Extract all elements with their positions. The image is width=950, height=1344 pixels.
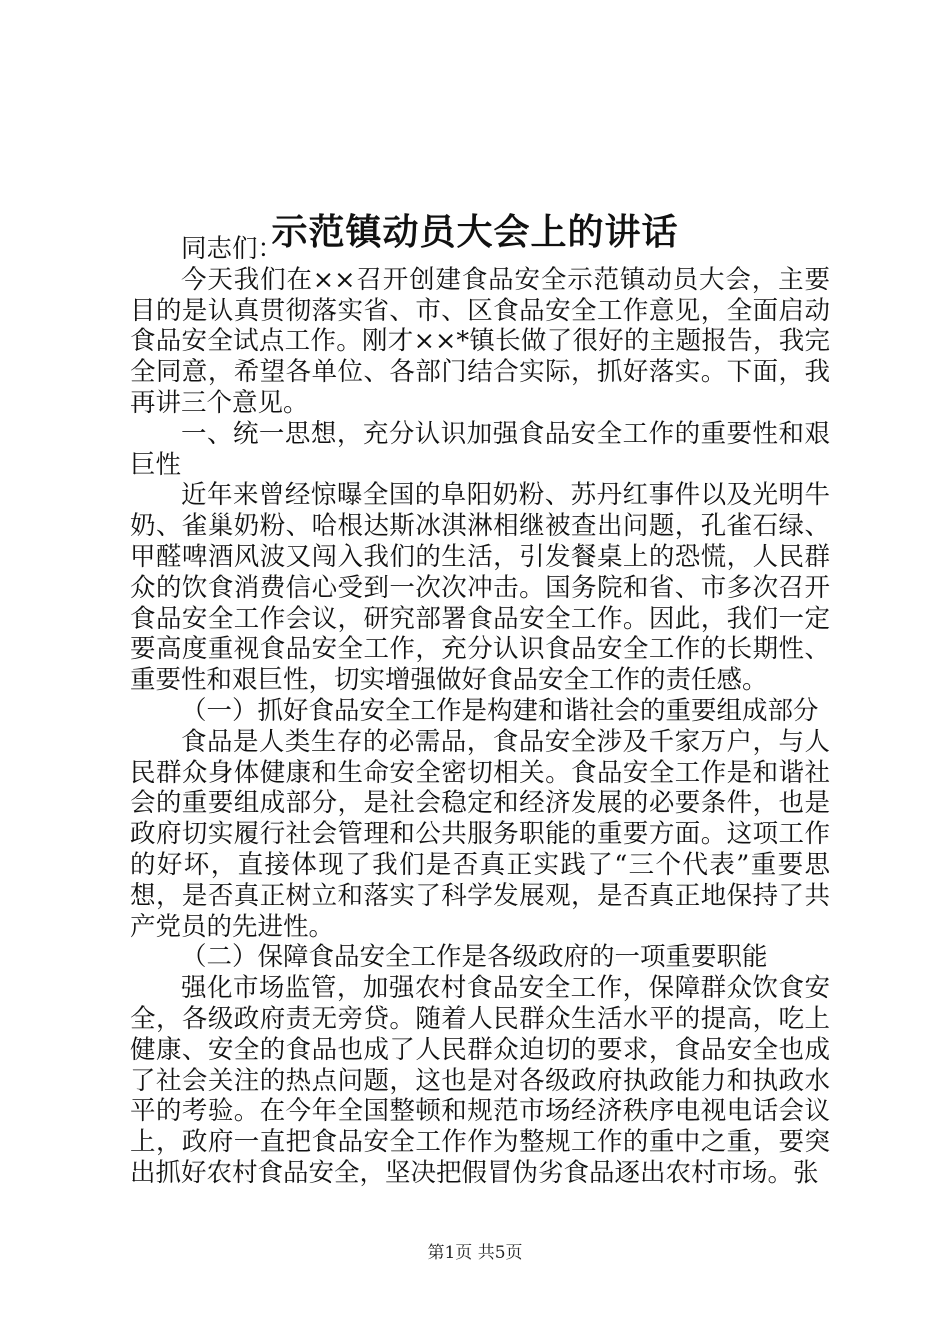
document-body: [130, 234, 830, 1189]
body-paragraph: 近年来曾经惊曝全国的阜阳奶粉、苏丹红事件以及光明牛奶、雀巢奶粉、哈根达斯冰淇淋相继被查出问题，孔雀石绿、甲醛啤酒风波又闯入我们的生活，引发餐桌上的恐慌，人民群众的饮食消费信心受到一次次冲击。国务院和省、市多次召开食品安全工作会议，研究部署食品安全工作。因此，我们一定要高度重视食品安全工作，充分认识食品安全工作的长期性、重要性和艰巨性，切实增强做好食品安全工作的责任感。: [130, 480, 830, 696]
document-title: 示范镇动员大会上的讲话: [271, 211, 679, 254]
salutation: 同志们：: [181, 234, 284, 264]
section-heading: 一、统一思想，充分认识加强食品安全工作的重要性和艰巨性: [130, 418, 830, 480]
subsection-heading: （二）保障食品安全工作是各级政府的一项重要职能: [181, 942, 768, 973]
page-number-footer: 第1页 共5页: [427, 1243, 523, 1263]
subsection-heading: （一）抓好食品安全工作是构建和谐社会的重要组成部分: [181, 695, 819, 726]
body-paragraph: 强化市场监管，加强农村食品安全工作，保障群众饮食安全，各级政府责无旁贷。随着人民群众生活水平的提高，吃上健康、安全的食品也成了人民群众迫切的要求，食品安全也成了社会关注的热点问题，这也是对各级政府执政能力和执政水平的考验。在今年全国整顿和规范市场经济秩序电视电话会议上，政府一直把食品安全工作作为整规工作的重中之重，要突出抓好农村食品安全，坚决把假冒伪劣食品逐出农村市场。张: [130, 973, 830, 1188]
body-paragraph: 食品是人类生存的必需品，食品安全涉及千家万户，与人民群众身体健康和生命安全密切相关。食品安全工作是和谐社会的重要组成部分，是社会稳定和经济发展的必要条件，也是政府切实履行社会管理和公共服务职能的重要方面。这项工作的好坏，直接体现了我们是否真正实践了“三个代表”重要思想，是否真正树立和落实了科学发展观，是否真正地保持了共产党员的先进性。: [130, 726, 830, 942]
body-paragraph: 今天我们在××召开创建食品安全示范镇动员大会，主要目的是认真贯彻落实省、市、区食品安全工作意见，全面启动食品安全试点工作。刚才××*镇长做了很好的主题报告，我完全同意，希望各单位、各部门结合实际，抓好落实。下面，我再讲三个意见。: [130, 264, 830, 418]
